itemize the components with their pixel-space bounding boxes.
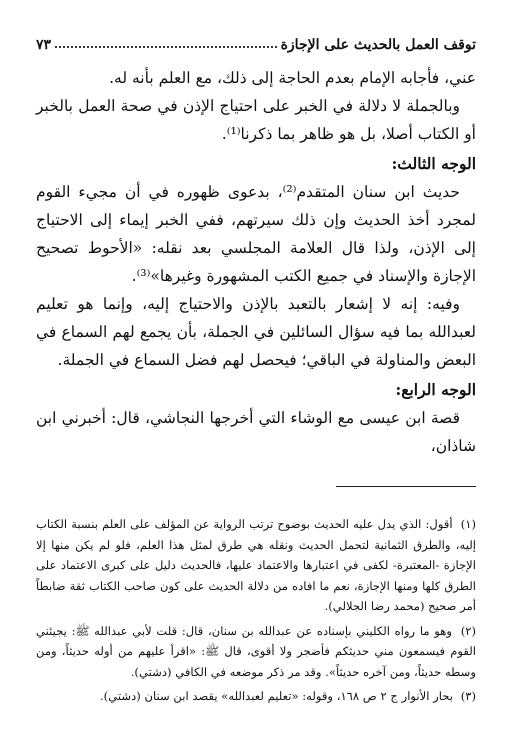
- footnotes: [36, 514, 476, 711]
- paragraph-2: وبالجملة لا دلالة في الخبر على احتياج الإذن في صحة العمل بالخبر أو الكتاب أصلا، بل هو ظاهر بما ذكرنا⁽¹⁾.: [36, 97, 476, 143]
- main-text: [36, 64, 476, 460]
- section-heading-third-aspect: الوجه الثالث:: [391, 154, 476, 173]
- footnote-2: [36, 621, 476, 683]
- running-header: [36, 33, 476, 53]
- footnote-3: [36, 686, 476, 707]
- footnote-number: (١): [460, 517, 477, 531]
- section-heading-fourth-aspect: الوجه الرابع:: [395, 380, 476, 399]
- header-leader-dots: [55, 46, 277, 48]
- footnote-text: وهو ما رواه الكليني بإسناده عن عبدالله بن سنان، قال: قلت لأبي عبدالله ﷺ: يجيئني القوم فيسمعون مني حديثكم فأضجر ولا أقوى، قال ﷺ: «اقرأ عليهم من أوله حديثاً، ومن وسطه حديثاً، ومن آخره حديثاً». وقد مر ذكر موضعه في الكافي (دشتي).: [36, 623, 476, 679]
- page-number: ٧٣: [36, 37, 52, 53]
- paragraph-4: وفيه: إنه لا إشعار بالتعبد بالإذن والاحتياج إليه، وإنما هو تعليم لعبدالله بما فيه سؤال السائلين في الجملة، بأن يجمع لهم السماع في البعض والمناولة في الباقي؛ فيحصل لهم فضل السماع في الجملة.: [36, 295, 476, 369]
- footnote-1: [36, 514, 476, 617]
- footnote-text: أقول: الذي يدل عليه الحديث بوضوح ترتب الرواية عن المؤلف على العلم بنسبة الكتاب إليه، والطرق الثمانية لتحمل الحديث ونقله هي طرق لمثل هذا العلم، فلو لم يكن منها إلا الإجازة -المعتبرة- لكفى في اعتبارها والاعتماد عليها، فالحديث دليل على كبرى الاعتماد على الطرق كلها ومنها الإجازة، نعم ما افاده من دلالة الحديث على كون صاحب الكتاب ثقة ضابطاً أمر صحيح (محمد رضا الجلالي).: [36, 517, 476, 613]
- footnote-separator: [336, 486, 476, 487]
- running-title: توقف العمل بالحديث على الإجازة: [280, 37, 476, 53]
- footnote-text: بحار الأنوار ج ٢ ص ١٦٨، وقوله: «تعليم لعبدالله» يقصد ابن سنان (دشتي).: [100, 689, 454, 703]
- paragraph-3: حديث ابن سنان المتقدم⁽²⁾، بدعوى ظهوره في أن مجيء القوم لمجرد أخذ الحديث وإن ذلك سيرتهم، ففي الخبر إيماء إلى الاحتياج إلى الإذن، ولذا قال العلامة المجلسي بعد نقله: «الأحوط تصحيح الإجازة والإسناد في جميع الكتب المشهورة وغيرها»⁽³⁾.: [36, 183, 476, 285]
- footnote-number: (٣): [460, 689, 476, 703]
- paragraph-1: عني، فأجابه الإمام بعدم الحاجة إلى ذلك، مع العلم بأنه له.: [109, 69, 476, 87]
- paragraph-5: قصة ابن عيسى مع الوشاء التي أخرجها النجاشي، قال: أخبرني ابن شاذان،: [36, 409, 476, 455]
- footnote-number: (٢): [460, 623, 477, 638]
